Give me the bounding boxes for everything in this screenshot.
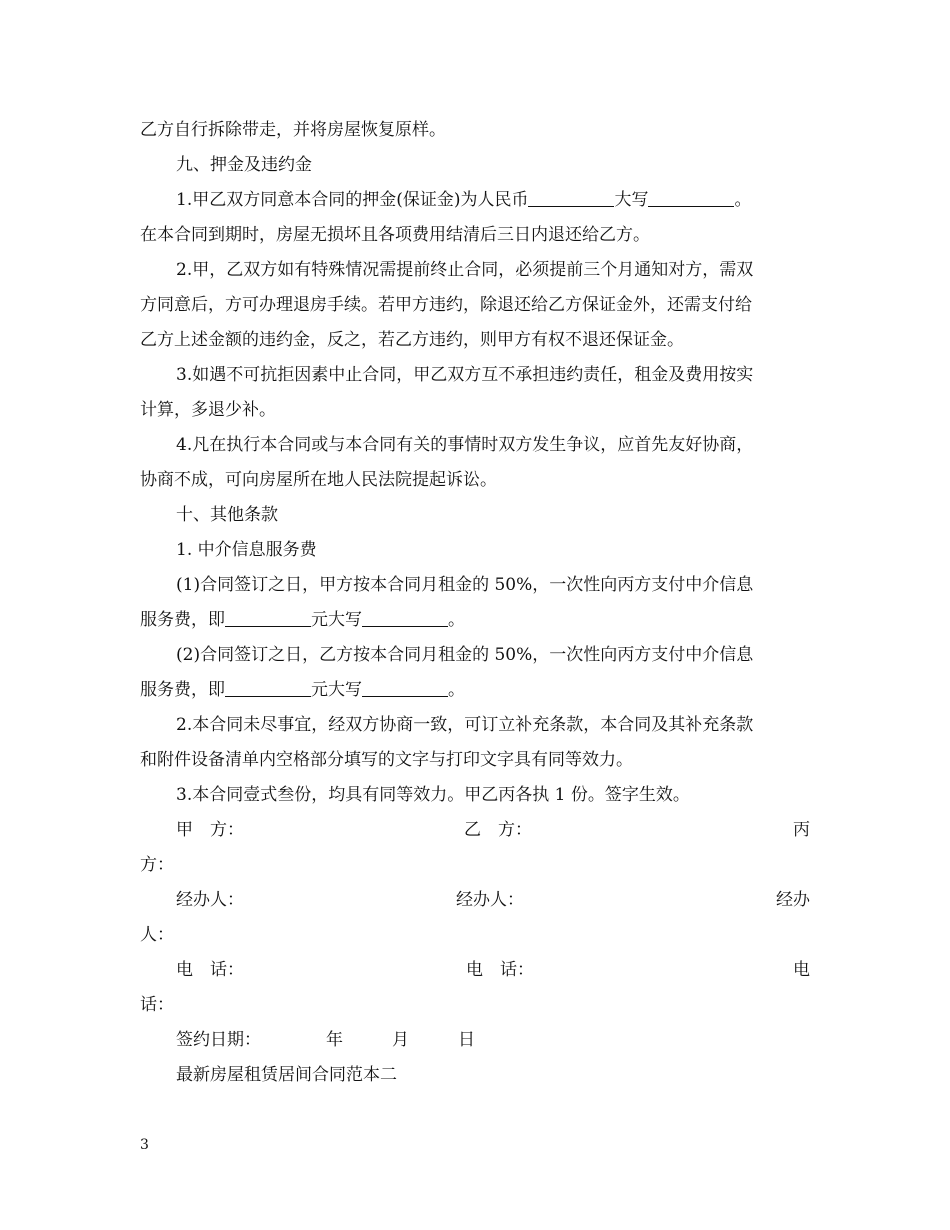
fee-text: 服务费，即 — [140, 610, 225, 630]
section-heading-nine: 九、押金及违约金 — [176, 155, 312, 175]
paragraph-line: 乙方自行拆除带走，并将房屋恢复原样。 — [140, 120, 446, 140]
day-label: 日 — [458, 1030, 475, 1050]
party-a-label: 甲 方： — [176, 820, 244, 840]
paragraph-line: 4.凡在执行本合同或与本合同有关的事情时双方发生争议，应首先友好协商， — [176, 435, 754, 455]
year-label: 年 — [326, 1030, 343, 1050]
agent-c-label: 经办 — [776, 890, 810, 910]
paragraph-line: 3.如遇不可抗拒因素中止合同，甲乙双方互不承担违约责任，租金及费用按实 — [176, 365, 754, 385]
month-label: 月 — [392, 1030, 409, 1050]
fee-text: 服务费，即 — [140, 680, 225, 700]
paragraph-line: 在本合同到期时，房屋无损坏且各项费用结清后三日内退还给乙方。 — [140, 225, 650, 245]
paragraph-line — [140, 679, 810, 701]
capital-label: 元大写 — [311, 610, 362, 630]
party-c-label: 丙 — [793, 820, 810, 840]
phone-c-label: 电 — [793, 960, 810, 980]
party-c-label-wrap: 方： — [140, 855, 174, 875]
paragraph-line: 方同意后，方可办理退房手续。若甲方违约，除退还给乙方保证金外，还需支付给 — [140, 295, 752, 315]
party-b-label: 乙 方： — [464, 820, 532, 840]
period: 。 — [734, 190, 752, 210]
next-contract-title: 最新房屋租赁居间合同范本二 — [176, 1065, 397, 1085]
amount-blank — [225, 610, 311, 627]
period: 。 — [448, 610, 465, 630]
section-heading-ten: 十、其他条款 — [176, 505, 278, 525]
agent-a-label: 经办人： — [176, 890, 244, 910]
paragraph-line: 和附件设备清单内空格部分填写的文字与打印文字具有同等效力。 — [140, 750, 633, 770]
agent-c-label-wrap: 人： — [140, 925, 174, 945]
amount-blank — [225, 680, 311, 697]
amount-blank — [528, 190, 614, 207]
phone-a-label: 电 话： — [176, 960, 244, 980]
paragraph-line: (1)合同签订之日，甲方按本合同月租金的 50%，一次性向丙方支付中介信息 — [176, 575, 754, 595]
phone-b-label: 电 话： — [466, 960, 534, 980]
date-label: 签约日期： — [176, 1030, 261, 1050]
paragraph-line: 2.甲，乙双方如有特殊情况需提前终止合同，必须提前三个月通知对方，需双 — [176, 260, 754, 280]
paragraph-line: 3.本合同壹式叁份，均具有同等效力。甲乙丙各执 1 份。签字生效。 — [176, 785, 690, 805]
period: 。 — [448, 680, 465, 700]
paragraph-line: 2.本合同未尽事宜，经双方协商一致，可订立补充条款，本合同及其补充条款 — [176, 715, 754, 735]
capital-blank — [362, 680, 448, 697]
paragraph-line: 计算，多退少补。 — [140, 400, 276, 420]
capital-blank — [648, 190, 734, 207]
paragraph-line: (2)合同签订之日，乙方按本合同月租金的 50%，一次性向丙方支付中介信息 — [176, 645, 754, 665]
paragraph-line: 协商不成，可向房屋所在地人民法院提起诉讼。 — [140, 470, 497, 490]
capital-label: 大写 — [614, 190, 649, 210]
capital-label: 元大写 — [311, 680, 362, 700]
paragraph-line: 1. 中介信息服务费 — [176, 540, 317, 560]
paragraph-line — [140, 609, 810, 631]
phone-c-label-wrap: 话： — [140, 995, 174, 1015]
deposit-text: 1.甲乙双方同意本合同的押金(保证金)为人民币 — [176, 190, 529, 210]
agent-b-label: 经办人： — [456, 890, 524, 910]
capital-blank — [362, 610, 448, 627]
page-number: 3 — [140, 1137, 149, 1153]
paragraph-line — [176, 189, 810, 211]
paragraph-line: 乙方上述金额的违约金，反之，若乙方违约，则甲方有权不退还保证金。 — [140, 330, 684, 350]
